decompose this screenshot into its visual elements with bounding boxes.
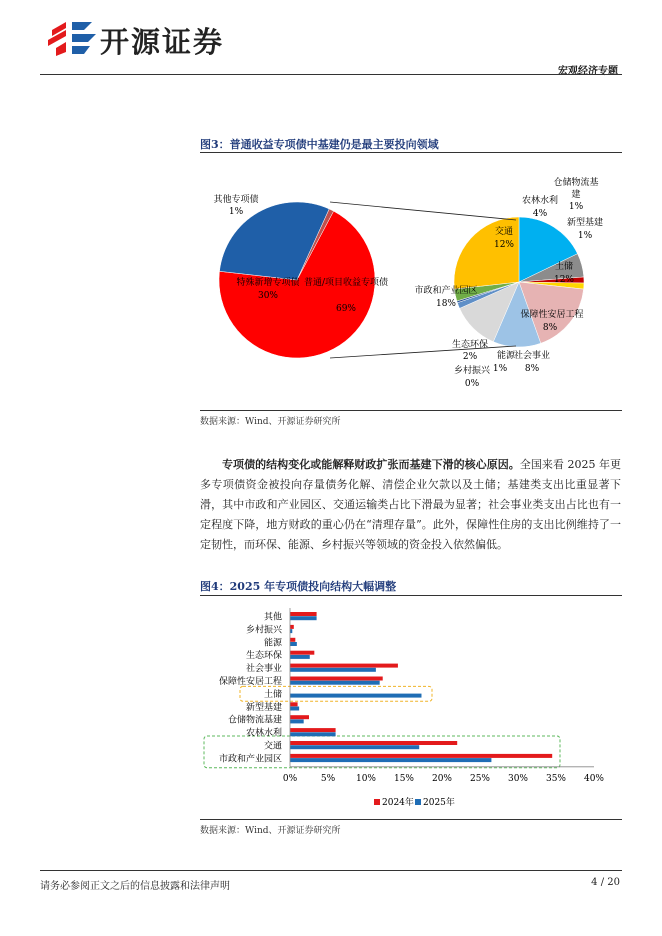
pct-other-specialbond: 1% [228, 207, 244, 217]
connector-line-bottom [330, 346, 516, 358]
pct-ordinary-project: 69% [335, 304, 357, 314]
figure3-source: 数据来源：Wind、开源证券研究所 [200, 417, 341, 427]
footer-rule [40, 870, 622, 871]
pct-jiaotong: 12% [493, 240, 515, 250]
figure3-bottom-rule [200, 410, 622, 411]
x-tick-label: 40% [583, 773, 605, 784]
bar-2025年-土储 [290, 694, 421, 698]
category-label: 能源 [263, 638, 282, 649]
category-label: 生态环保 [245, 651, 282, 662]
pct-shengtai: 2% [462, 352, 478, 362]
category-label: 土储 [263, 689, 282, 700]
label-other-specialbond: 其他专项债 [213, 195, 259, 205]
pct-xinxing: 1% [577, 231, 593, 241]
bar-2024年-能源 [290, 638, 295, 642]
bar-2025年-生态环保 [290, 655, 310, 659]
category-label: 新型基建 [245, 702, 282, 713]
x-tick-label: 30% [507, 773, 529, 784]
bar-2024年-农林水利 [290, 728, 336, 732]
category-label: 其他 [263, 612, 282, 623]
bar-2025年-交通 [290, 745, 419, 749]
bar-2025年-能源 [290, 642, 297, 646]
pct-shizheng: 18% [435, 299, 457, 309]
category-label: 市政和产业园区 [218, 754, 282, 765]
legend-2024-swatch [374, 799, 380, 805]
bar-2024年-新型基建 [290, 702, 298, 706]
bar-2024年-市政和产业园区 [290, 754, 552, 758]
label-shehui: 社会事业 [513, 351, 551, 361]
bar-2025年-农林水利 [290, 732, 336, 736]
x-tick-label: 25% [469, 773, 491, 784]
paragraph-lead: 专项债的结构变化或能解释财政扩张而基建下滑的核心原因。 [222, 458, 520, 471]
label-ordinary-project: 普通/项目收益专项债 [303, 278, 389, 288]
label-xinxing: 新型基建 [566, 218, 604, 228]
paragraph-text: 全国来看 2025 年更多专项债资金被投向存量债务化解、清偿企业欠款以及土储；基建类支出比重显著下滑，其中市政和产业园区、交通运输类占比下滑最为显著；社会事业类支出占比也有一定程度下降，地方财政的重心仍在“清理存量”。此外，保障性住房的支出比例维持了一定韧性，而环保、能源、乡村振兴等领域的资金投入依然偏低。 [200, 458, 621, 551]
bar-2024年-仓储物流基建 [290, 715, 309, 719]
bar-2024年-生态环保 [290, 651, 314, 655]
label-cangchu: 仓储物流基 [553, 178, 599, 188]
footer-disclaimer: 请务必参阅正文之后的信息披露和法律声明 [40, 881, 230, 892]
figure3-title: 图3：普通收益专项债中基建仍是最主要投向领域 [200, 138, 439, 151]
pct-shehui: 8% [524, 364, 540, 374]
category-label: 保障性安居工程 [218, 676, 282, 687]
brand-name: 开源证券 [100, 25, 225, 59]
pct-cangchu: 1% [568, 202, 584, 212]
figure3-pie-chart [200, 160, 622, 405]
category-label: 社会事业 [245, 664, 282, 675]
legend-2025-swatch [415, 799, 421, 805]
figure4-title: 图4：2025 年专项债投向结构大幅调整 [200, 580, 397, 593]
bar-2025年-其他 [290, 616, 317, 620]
bar-2025年-社会事业 [290, 668, 376, 672]
label-cangchu-2: 建 [571, 190, 581, 200]
x-tick-label: 0% [282, 773, 298, 784]
bar-2024年-社会事业 [290, 664, 398, 668]
label-baozhang: 保障性安居工程 [520, 310, 584, 320]
label-special-new: 特殊新增专项债 [236, 278, 300, 288]
body-paragraph [200, 455, 621, 555]
connector-line-top [330, 202, 516, 220]
bar-2024年-其他 [290, 612, 317, 616]
label-nonglin: 农林水利 [521, 196, 559, 206]
figure4-bottom-rule [200, 819, 622, 820]
figure4-bar-chart [200, 600, 622, 815]
figure3-title-rule [200, 152, 622, 153]
bar-2025年-新型基建 [290, 707, 299, 711]
x-tick-label: 15% [393, 773, 415, 784]
figure4-source: 数据来源：Wind、开源证券研究所 [200, 826, 341, 836]
pct-tuchu: 12% [553, 275, 575, 285]
category-label: 乡村振兴 [245, 625, 282, 636]
bar-2024年-保障性安居工程 [290, 677, 383, 681]
section-title: 宏观经济专题 [558, 66, 618, 77]
figure4-title-rule [200, 595, 622, 596]
label-xiangcun: 乡村振兴 [453, 366, 491, 376]
pct-baozhang: 8% [542, 323, 558, 333]
pct-special-new: 30% [257, 291, 279, 301]
bar-2024年-乡村振兴 [290, 625, 294, 629]
legend-2024-label: 2024年 [382, 798, 414, 808]
label-tuchu: 土储 [554, 262, 574, 272]
label-nengyuan: 能源 [496, 351, 516, 361]
category-label: 农林水利 [245, 728, 282, 739]
label-shengtai: 生态环保 [451, 340, 489, 350]
bar-2025年-仓储物流基建 [290, 719, 304, 723]
header-rule [40, 74, 622, 75]
category-label: 仓储物流基建 [227, 715, 282, 726]
bar-2025年-保障性安居工程 [290, 681, 380, 685]
category-label: 交通 [263, 741, 282, 752]
x-tick-label: 5% [320, 773, 336, 784]
label-jiaotong: 交通 [494, 227, 514, 237]
pct-xiangcun: 0% [464, 379, 480, 389]
pct-nengyuan: 1% [492, 364, 508, 374]
x-tick-label: 35% [545, 773, 567, 784]
x-tick-label: 20% [431, 773, 453, 784]
brand-logo-icon [44, 18, 98, 58]
page-number: 4 / 20 [591, 877, 620, 888]
x-tick-label: 10% [355, 773, 377, 784]
legend-2025-label: 2025年 [423, 798, 455, 808]
label-shizheng: 市政和产业园区 [414, 286, 478, 296]
bar-2025年-市政和产业园区 [290, 758, 491, 762]
bar-2024年-交通 [290, 741, 457, 745]
pct-nonglin: 4% [532, 209, 548, 219]
